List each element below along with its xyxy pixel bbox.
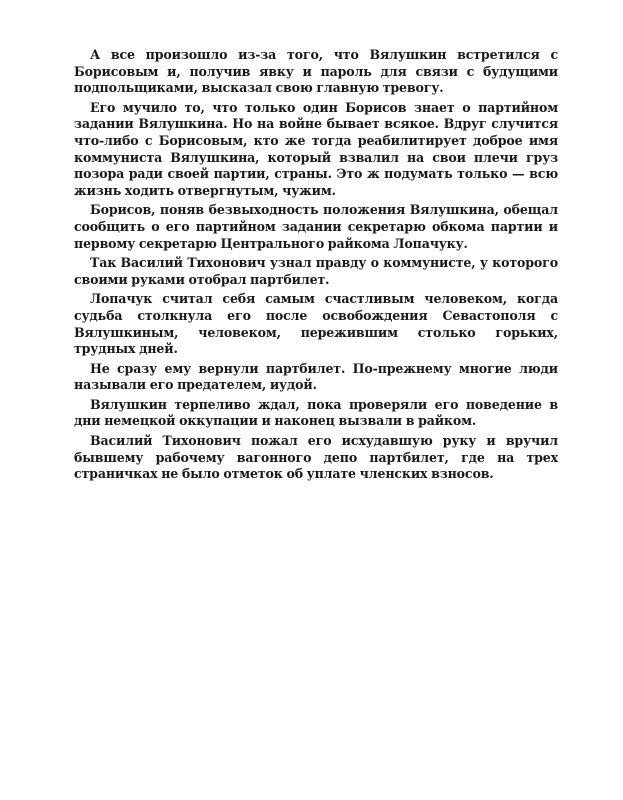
paragraph-7: Вялушкин терпеливо ждал, пока проверяли его поведение в дни немецкой оккупации и наконец вызвали в райком. [74, 396, 558, 429]
paragraph-5: Лопачук считал себя самым счастливым человеком, когда судьба столкнула его после освобождения Севастополя с Вялушкиным, человеком, пережившим столько горьких, трудных дней. [74, 291, 558, 357]
paragraph-4: Так Василий Тихонович узнал правду о коммунисте, у которого своими руками отобрал партбилет. [74, 255, 558, 287]
paragraph-1: А все произошло из-за того, что Вялушкин встретился с Борисовым и, получив явку и пароль для связи с будущими подпольщиками, высказал свою главную тревогу. [74, 47, 558, 96]
paragraph-2: Его мучило то, что только один Борисов знает о партийном задании Вялушкина. Но на войне бывает всякое. Вдруг случится что-либо с Борисовым, кто же тогда реабилитирует доброе имя коммуниста Вялушкина, который взвалил на свои плечи груз позора ради своей партии, страны. Это ж подумать только — всю жизнь ходить отвергнутым, чужим. [74, 99, 558, 198]
paragraph-6: Не сразу ему вернули партбилет. По-прежнему многие люди называли его предателем, иудой. [74, 360, 558, 393]
text-body [74, 47, 558, 486]
paragraph-8: Василий Тихонович пожал его исхудавшую руку и вручил бывшему рабочему вагонного депо партбилет, где на трех страничках не было отметок об уплате членских взносов. [74, 433, 558, 482]
paragraph-3: Борисов, поняв безвыходность положения Вялушкина, обещал сообщить о его партийном задании секретарю обкома партии и первому секретарю Центрального райкома Лопачуку. [74, 202, 558, 251]
